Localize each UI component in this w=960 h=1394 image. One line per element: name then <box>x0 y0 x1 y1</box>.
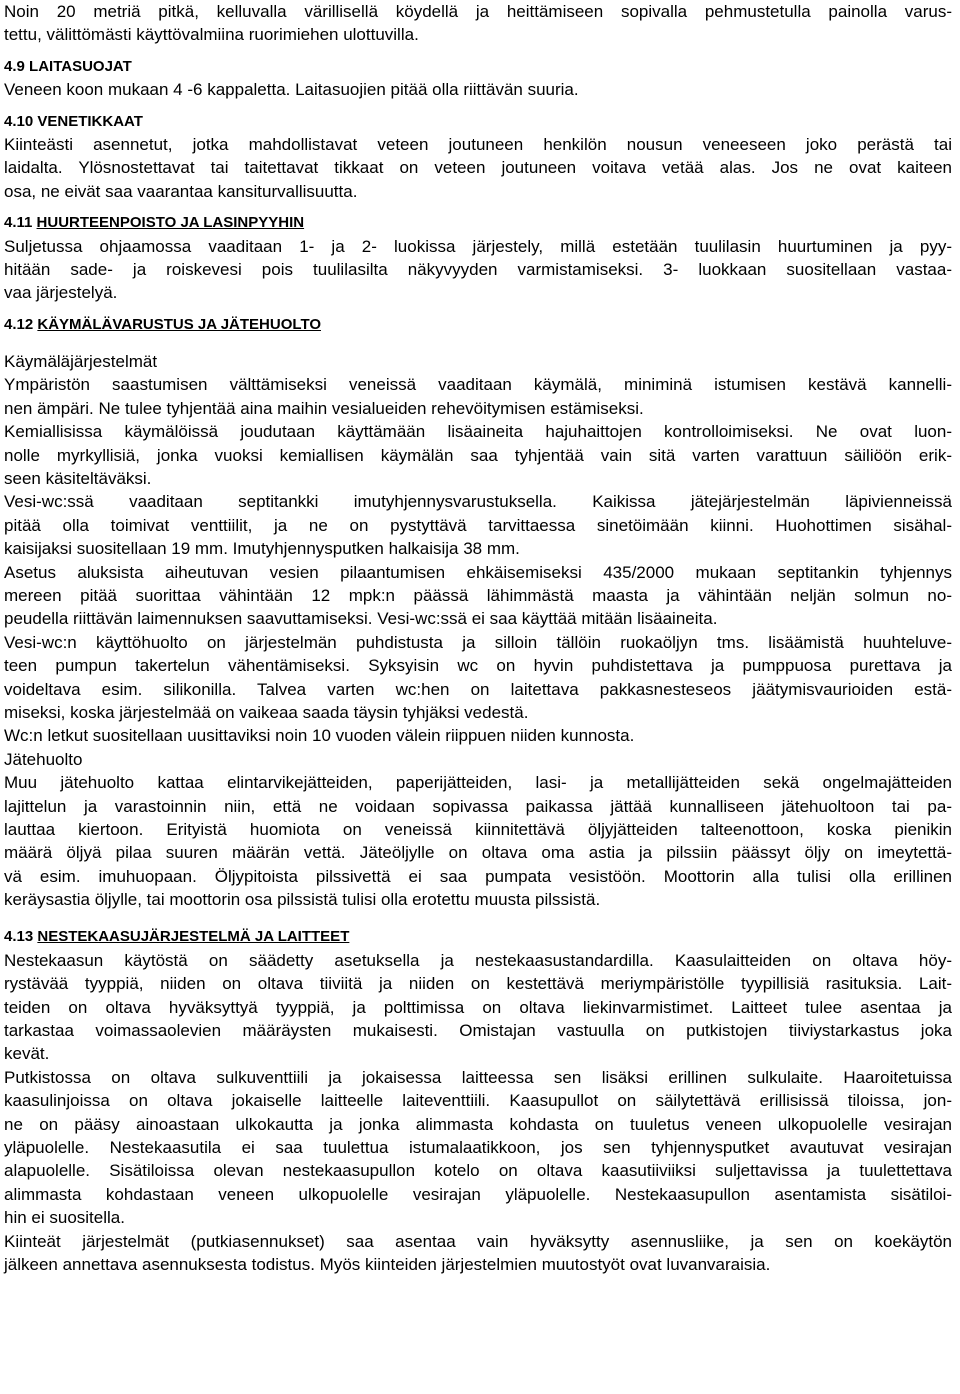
text-line: teen pumpun takertelun vähentämiseksi. Syksyisin wc on hyvin puhdistettava ja pumppuosa purettava ja <box>4 656 952 676</box>
text-line: yläpuolelle. Nestekaasutila ei saa tuulettua istumalaatikkoon, jos sen tyhjennysputket avautuvat vesirajan <box>4 1137 952 1157</box>
text-line: tarkastaa voimassaolevien määräysten mukaisesti. Omistajan vastuulla on putkistojen tiiviystarkastus joka <box>4 1021 952 1041</box>
text-line: mereen pitää suorittaa vähintään 12 mpk:n päässä lähimmästä maasta ja vähintään neljän solmun no- <box>4 585 952 605</box>
section-4-10 <box>4 110 952 204</box>
section-4-12 <box>4 313 952 912</box>
text-line: ne on pääsy ainoastaan ulkokautta ja jonka alimmasta kohdasta on tuuletus veneen ulkopuolelle vesirajan <box>4 1114 952 1134</box>
text-line: tettu, välittömästi käyttövalmiina ruorimiehen ulottuvilla. <box>4 25 419 45</box>
text-line: Ympäristön saastumisen välttämiseksi veneissä vaaditaan käymälä, miniminä istumisen kestävä kannelli- <box>4 375 952 395</box>
text-line: kevät. <box>4 1044 50 1064</box>
text-line: hitään sade- ja roiskevesi pois tuulilasilta näkyvyyden varmistamiseksi. 3- luokkaan suositellaan vastaa- <box>4 259 952 279</box>
text-line: pitää olla toimivat venttiilit, ja ne on pystyttävä tarvittaessa sinetöimään kiinni. Huohottimen sisähal- <box>4 515 952 535</box>
section-number: 4.13 <box>4 928 34 946</box>
section-heading <box>4 211 952 234</box>
section-number: 4.11 <box>4 214 33 232</box>
subheading-jatehuolto: Jätehuolto <box>4 749 83 769</box>
text-line: miseksi, koska järjestelmää on vaikeaa saada täysin tyhjäksi vedestä. <box>4 702 529 722</box>
text-line: Vesi-wc:n käyttöhuolto on järjestelmän puhdistusta ja silloin tällöin ruokaöljyn tms. lisäämistä huuhteluve- <box>4 632 952 652</box>
text-line: Kemiallisissa käymälöissä joudutaan käyttämään lisäaineita hajuhaittojen kontrolloimiseksi. Ne ovat luon- <box>4 422 952 442</box>
section-title: LAITASUOJAT <box>29 57 132 75</box>
text-line: Muu jätehuolto kattaa elintarvikejätteiden, paperijätteiden, lasi- ja metallijätteiden sekä ongelmajätteiden <box>4 773 952 793</box>
text-line: keräysastia öljylle, tai moottorin osa pilssistä tulisi olla erotettu muusta pilssistä. <box>4 890 601 910</box>
text-line: Noin 20 metriä pitkä, kelluvalla värillisellä köydellä ja heittämiseen sopivalla pehmustetulla painolla varus- <box>4 2 952 21</box>
text-line: voideltava esim. silikonilla. Talvea varten wc:hen on laitettava pakkasnesteseos jäätymisvaurioiden estä- <box>4 679 952 699</box>
text-line: vä esim. imuhuopaan. Öljypitoista pilssivettä ei saa pumpata vesistöön. Moottorin alla tulisi olla erillinen <box>4 866 952 886</box>
section-title: NESTEKAASUJÄRJESTELMÄ JA LAITTEET <box>37 928 350 946</box>
text-line: teiden on oltava hyväksyttyä tyyppiä, ja polttimissa on oltava liekinvarmistimet. Laitteet tulee asentaa ja <box>4 997 952 1017</box>
section-4-13 <box>4 925 952 1276</box>
section-number: 4.10 <box>4 112 34 130</box>
section-heading <box>4 925 952 948</box>
text-line: nolle myrkyllisiä, jonka vuoksi kemiallisen käymälän saa tyhjentää vain sitä varten varattuun säiliöön erik- <box>4 445 952 465</box>
text-line: kaasulinjoissa on oltava jokaiselle laitteelle laiteventtiili. Kaasupullot on säilytettävä erillisissä tiloissa, jon- <box>4 1091 952 1111</box>
section-heading <box>4 55 952 78</box>
text-line: alimmasta kohdastaan veneen ulkopuolelle vesirajan yläpuolelle. Nestekaasupullon asentamista sisätiloi- <box>4 1184 952 1204</box>
text-line: lajittelun ja varastoinnin niin, että ne voidaan sopivassa paikassa jättää kunnalliseen jätehuoltoon tai pa- <box>4 796 952 816</box>
text-line: Asetus aluksista aiheutuvan vesien pilaantumisen ehkäisemiseksi 435/2000 mukaan septitankin tyhjennys <box>4 562 952 582</box>
section-title: VENETIKKAAT <box>37 112 143 130</box>
section-heading <box>4 313 952 336</box>
text-line: peudella riittävän laimennuksen saavuttamiseksi. Vesi-wc:ssä ei saa käyttää mitään lisäaineita. <box>4 609 718 629</box>
text-line: Putkistossa on oltava sulkuventtiili ja jokaisessa laitteessa sen lisäksi erillinen sulkulaite. Haaroitetuissa <box>4 1067 952 1087</box>
section-4-11 <box>4 211 952 305</box>
text-line: alapuolelle. Sisätiloissa olevan nestekaasupullon kotelo on oltava kaasutiiviiksi suljettavissa ja tuulettettava <box>4 1161 952 1181</box>
text-line: kaisijaksi suositellaan 19 mm. Imutyhjennysputken halkaisija 38 mm. <box>4 539 520 559</box>
text-line: rystävää tyyppiä, niiden on oltava tiiviitä ja niiden on kestettävä meriympäristölle tyypillisiä rasituksia. Lait- <box>4 974 952 994</box>
text-line: lauttaa kiertoon. Erityistä huomiota on veneissä kiinnitettävä öljyjätteiden talteenottoon, koska pienikin <box>4 819 952 839</box>
text-line: Nestekaasun käytöstä on säädetty asetuksella ja nestekaasustandardilla. Kaasulaitteiden on oltava höy- <box>4 950 952 970</box>
text-line: Suljetussa ohjaamossa vaaditaan 1- ja 2- luokissa järjestely, millä estetään tuulilasin huurtuminen ja pyy- <box>4 236 952 256</box>
text-line: seen käsiteltäväksi. <box>4 469 152 489</box>
text-line: Kiinteästi asennetut, jotka mahdollistavat veteen joutuneen henkilön nousun veneeseen joko perästä tai <box>4 134 952 154</box>
text-line: Wc:n letkut suositellaan uusittaviksi noin 10 vuoden välein riippuen niiden kunnosta. <box>4 726 635 746</box>
text-line: Vesi-wc:ssä vaaditaan septitankki imutyhjennysvarustuksella. Kaikissa jätejärjestelmän läpivienneissä <box>4 492 952 512</box>
text-line: jälkeen annettava asennuksesta todistus. Myös kiinteiden järjestelmien muutostyöt ovat luvanvaraisia. <box>4 1254 771 1274</box>
intro-paragraph <box>4 0 952 47</box>
text-line: osa, ne eivät saa vaarantaa kansiturvallisuutta. <box>4 181 358 201</box>
text-line: nen ämpäri. Ne tulee tyhjentää aina maihin vesialueiden rehevöitymisen estämiseksi. <box>4 398 644 418</box>
text-line: hin ei suositella. <box>4 1208 125 1228</box>
section-title: HUURTEENPOISTO JA LASINPYYHIN <box>36 214 305 232</box>
text-line: vaa järjestelyä. <box>4 283 118 303</box>
section-number: 4.12 <box>4 315 34 333</box>
text-line: laidalta. Ylösnostettavat tai taitettavat tikkaat on veteen joutuneen voitava vetää alas. Jos ne ovat kaiteen <box>4 158 952 178</box>
subheading-kaymalajarjestelmat: Käymäläjärjestelmät <box>4 352 158 372</box>
section-title: KÄYMÄLÄVARUSTUS JA JÄTEHUOLTO <box>37 315 321 333</box>
section-number: 4.9 <box>4 57 25 75</box>
text-line: Kiinteät järjestelmät (putkiasennukset) saa asentaa vain hyväksytty asennusliike, ja sen on koekäytön <box>4 1231 952 1251</box>
section-4-9 <box>4 55 952 102</box>
text-line: määrä öljyä pilaa suuren määrän vettä. Jäteöljylle on oltava oma astia ja pilssiin päässyt öljy on imeytettä- <box>4 843 952 863</box>
text-line: Veneen koon mukaan 4 -6 kappaletta. Laitasuojien pitää olla riittävän suuria. <box>4 80 579 100</box>
section-heading <box>4 110 952 133</box>
